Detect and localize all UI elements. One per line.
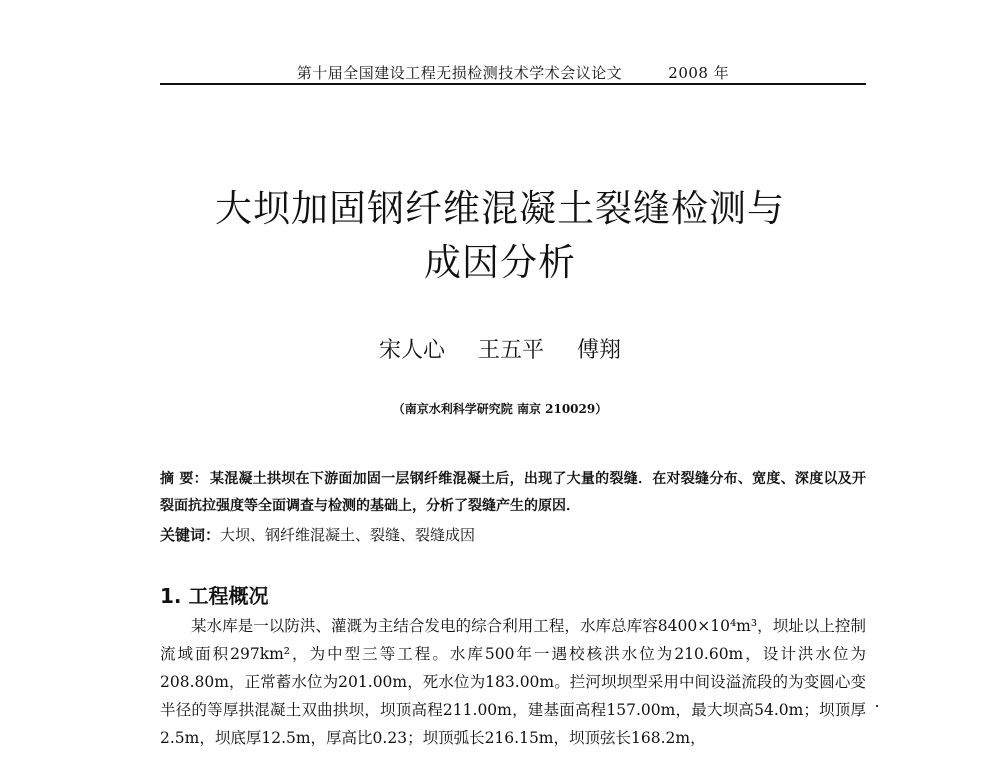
keywords-text: 大坝、钢纤维混凝土、裂缝、裂缝成因 [220, 526, 476, 544]
conference-name: 第十届全国建设工程无损检测技术学术会议论文 [296, 64, 623, 82]
keywords [160, 522, 866, 548]
author-list [0, 333, 1000, 364]
author-name: 宋人心 [378, 338, 445, 363]
header-rule [160, 83, 866, 85]
body-paragraph: 某水库是一以防洪、灌溉为主结合发电的综合利用工程，水库总库容8400×10⁴m³，坝址以上控制流域面积297km²，为中型三等工程。水库500年一遇校核洪水位为210.60m，设计洪水位为208.80m，正常蓄水位为201.00m，死水位为183.00m。拦河坝坝型采用中间设溢流段的为变圆心变半径的等厚拱混凝土双曲拱坝，坝顶高程211.00m，建基面高程157.00m，最大坝高54.0m；坝顶厚2.5m，坝底厚12.5m，厚高比0.23；坝顶弧长216.15m，坝顶弦长168.2m， [160, 617, 866, 747]
running-header [160, 62, 866, 83]
affiliation: （南京水利科学研究院 南京 210029） [392, 402, 608, 416]
scan-speck [876, 705, 878, 707]
abstract-label: 摘 要： [160, 471, 208, 487]
paper-title-line-2: 成因分析 [424, 241, 576, 284]
section-body [160, 612, 866, 752]
paper-title-line-1: 大坝加固钢纤维混凝土裂缝检测与 [215, 187, 785, 230]
author-name: 王五平 [477, 338, 544, 363]
keywords-label: 关键词： [160, 526, 221, 544]
section-heading: 1. 工程概况 [160, 584, 269, 608]
abstract [160, 466, 866, 520]
abstract-text: 某混凝土拱坝在下游面加固一层钢纤维混凝土后，出现了大量的裂缝．在对裂缝分布、宽度、深度以及开裂面抗拉强度等全面调查与检测的基础上，分析了裂缝产生的原因． [160, 471, 867, 514]
author-name: 傅翔 [577, 338, 622, 363]
header-year: 2008 年 [668, 64, 730, 82]
